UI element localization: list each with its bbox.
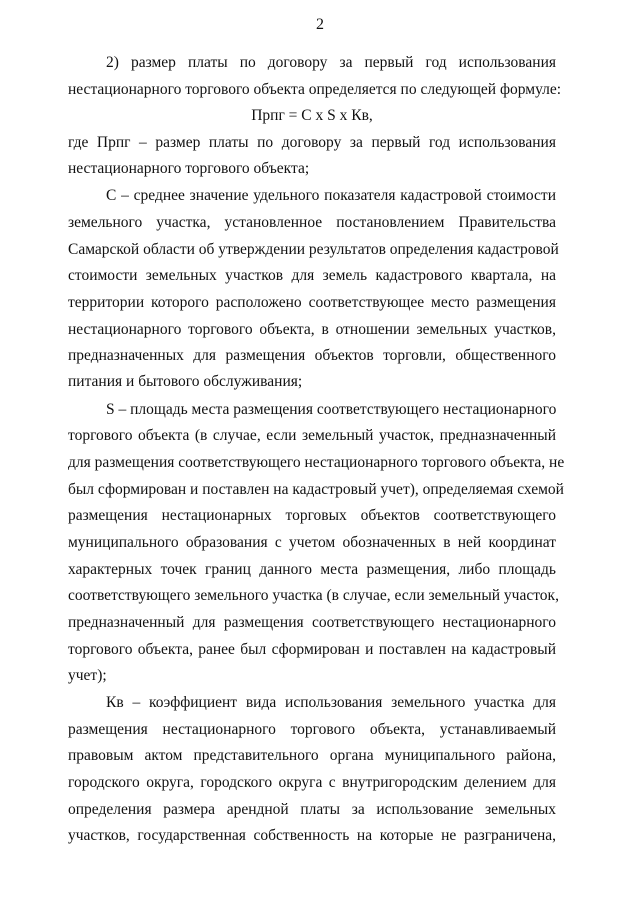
text-line: 2) размер платы по договору за первый год использования: [106, 54, 556, 71]
text-line: соответствующего земельного участка (в случае, если земельный участок,: [68, 587, 559, 604]
text-line: питания и бытового обслуживания;: [68, 373, 303, 390]
text-line: С – среднее значение удельного показателя кадастровой стоимости: [106, 187, 556, 204]
text-line: торгового объекта, ранее был сформирован и поставлен на кадастровый: [68, 641, 556, 658]
text-line: стоимости земельных участков для земель кадастрового квартала, на: [68, 267, 556, 284]
text-line: городского округа, городского округа с внутригородским делением для: [68, 774, 556, 791]
text-line: S – площадь места размещения соответствующего нестационарного: [106, 401, 557, 418]
text-line: предназначенных для размещения объектов торговли, общественного: [68, 347, 556, 364]
text-line: определения размера арендной платы за использование земельных: [68, 801, 556, 818]
text-line: был сформирован и поставлен на кадастровый учет), определяемая схемой: [68, 481, 564, 498]
text-line: где Прпг – размер платы по договору за первый год использования: [68, 134, 556, 151]
text-line: муниципального образования с учетом обозначенных в ней координат: [68, 534, 556, 551]
text-line: нестационарного торгового объекта, в отношении земельных участков,: [68, 321, 556, 338]
text-line: Кв – коэффициент вида использования земельного участка для: [106, 694, 556, 711]
text-line: участков, государственная собственность на которые не разграничена,: [68, 827, 556, 844]
text-line: предназначенный для размещения соответствующего нестационарного: [68, 614, 556, 631]
text-line: характерных точек границ данного места размещения, либо площадь: [68, 561, 556, 578]
text-line: территории которого расположено соответствующее место размещения: [68, 294, 556, 311]
text-line: правовым актом представительного органа муниципального района,: [68, 747, 556, 764]
text-line: нестационарного торгового объекта;: [68, 160, 310, 177]
text-line: нестационарного торгового объекта определяется по следующей формуле:: [68, 81, 562, 98]
text-line: для размещения соответствующего нестационарного торгового объекта, не: [68, 454, 565, 471]
text-line: земельного участка, установленное постановлением Правительства: [68, 214, 556, 231]
text-line: размещения нестационарного торгового объекта, устанавливаемый: [68, 721, 556, 738]
text-line: размещения нестационарных торговых объектов соответствующего: [68, 507, 556, 524]
text-line: торгового объекта (в случае, если земельный участок, предназначенный: [68, 427, 556, 444]
text-line: учет);: [68, 667, 107, 684]
page-number: 2: [316, 16, 324, 33]
formula: Прпг = С х S х Кв,: [251, 107, 373, 124]
text-line: Самарской области об утверждении результатов определения кадастровой: [68, 241, 559, 258]
